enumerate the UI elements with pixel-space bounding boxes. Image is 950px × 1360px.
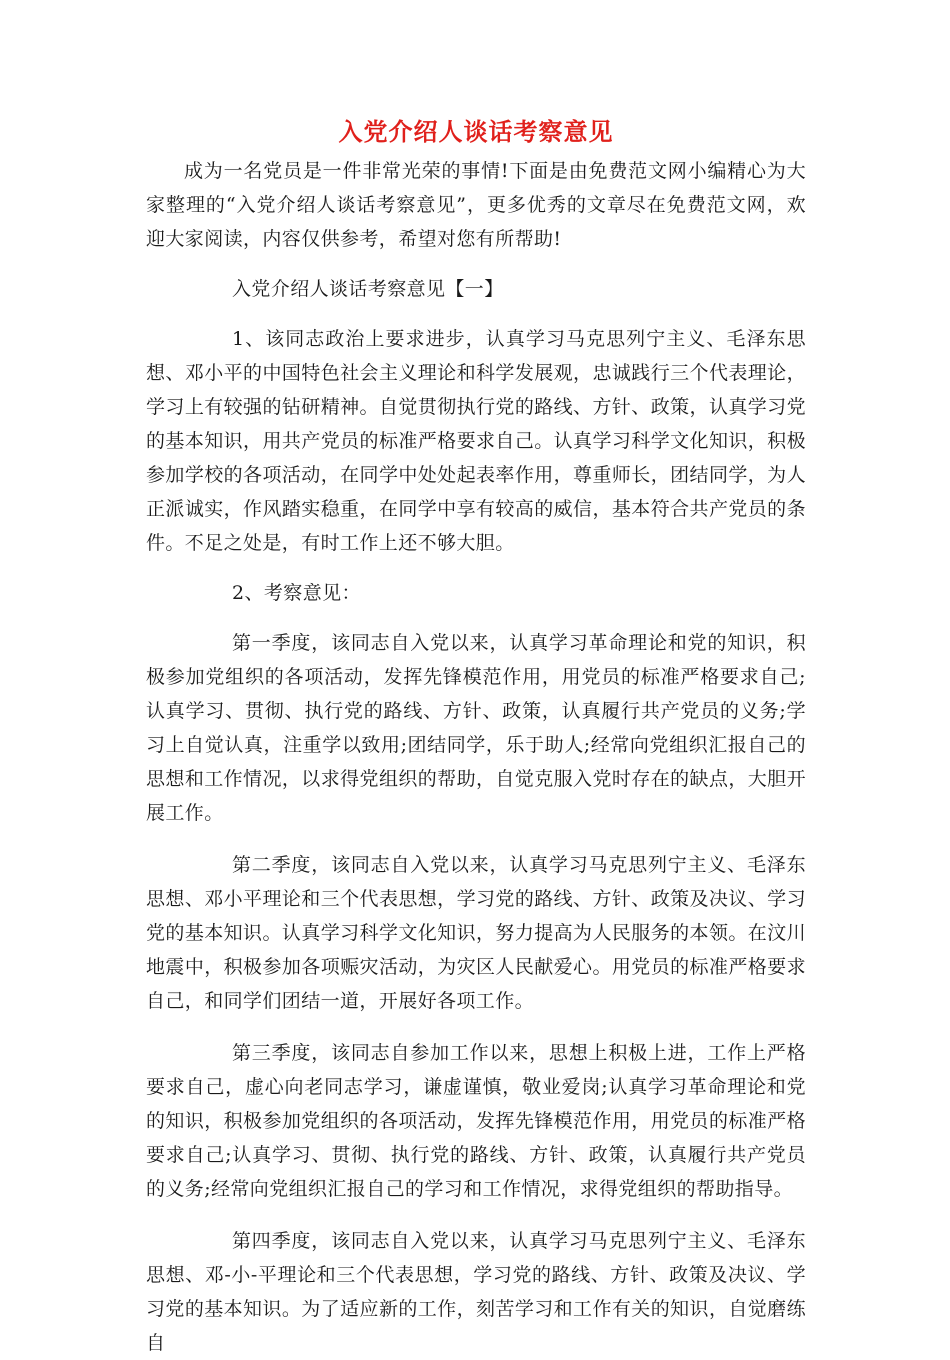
paragraph-1: 1、该同志政治上要求进步，认真学习马克思列宁主义、毛泽东思想、邓小平的中国特色社会主义理论和科学发展观，忠诚践行三个代表理论，学习上有较强的钻研精神。自觉贯彻执行党的路线、方针、政策，认真学习党的基本知识，用共产党员的标准严格要求自己。认真学习科学文化知识，积极参加学校的各项活动，在同学中处处起表率作用，尊重师长，团结同学，为人正派诚实，作风踏实稳重，在同学中享有较高的威信，基本符合共产党员的条件。不足之处是，有时工作上还不够大胆。 (146, 328, 806, 554)
paragraph-quarter-4: 第四季度，该同志自入党以来，认真学习马克思列宁主义、毛泽东思想、邓-小-平理论和三个代表思想，学习党的路线、方针、政策及决议、学习党的基本知识。为了适应新的工作，刻苦学习和工作有关的知识，自觉磨练自 (146, 1230, 806, 1354)
paragraph-quarter-1: 第一季度，该同志自入党以来，认真学习革命理论和党的知识，积极参加党组织的各项活动，发挥先锋模范作用，用党员的标准严格要求自己;认真学习、贯彻、执行党的路线、方针、政策，认真履行共产党员的义务;学习上自觉认真，注重学以致用;团结同学，乐于助人;经常向党组织汇报自己的思想和工作情况，以求得党组织的帮助，自觉克服入党时存在的缺点，大胆开展工作。 (146, 632, 806, 824)
paragraph-quarter-2: 第二季度，该同志自入党以来，认真学习马克思列宁主义、毛泽东思想、邓小平理论和三个代表思想，学习党的路线、方针、政策及决议、学习党的基本知识。认真学习科学文化知识，努力提高为人民服务的本领。在汶川地震中，积极参加各项赈灾活动，为灾区人民献爱心。用党员的标准严格要求自己，和同学们团结一道，开展好各项工作。 (146, 854, 806, 1012)
document-page (146, 112, 806, 1360)
document-title: 入党介绍人谈话考察意见 (338, 118, 614, 146)
paragraph-2: 2、考察意见： (232, 582, 361, 604)
intro-paragraph: 成为一名党员是一件非常光荣的事情!下面是由免费范文网小编精心为大家整理的“入党介绍人谈话考察意见”，更多优秀的文章尽在免费范文网，欢迎大家阅读，内容仅供参考，希望对您有所帮助! (146, 160, 806, 250)
section-heading: 入党介绍人谈话考察意见【一】 (232, 278, 504, 300)
paragraph-quarter-3: 第三季度，该同志自参加工作以来，思想上积极上进，工作上严格要求自己，虚心向老同志学习，谦虚谨慎，敬业爱岗;认真学习革命理论和党的知识，积极参加党组织的各项活动，发挥先锋模范作用，用党员的标准严格要求自己;认真学习、贯彻、执行党的路线、方针、政策，认真履行共产党员的义务;经常向党组织汇报自己的学习和工作情况，求得党组织的帮助指导。 (146, 1042, 806, 1200)
